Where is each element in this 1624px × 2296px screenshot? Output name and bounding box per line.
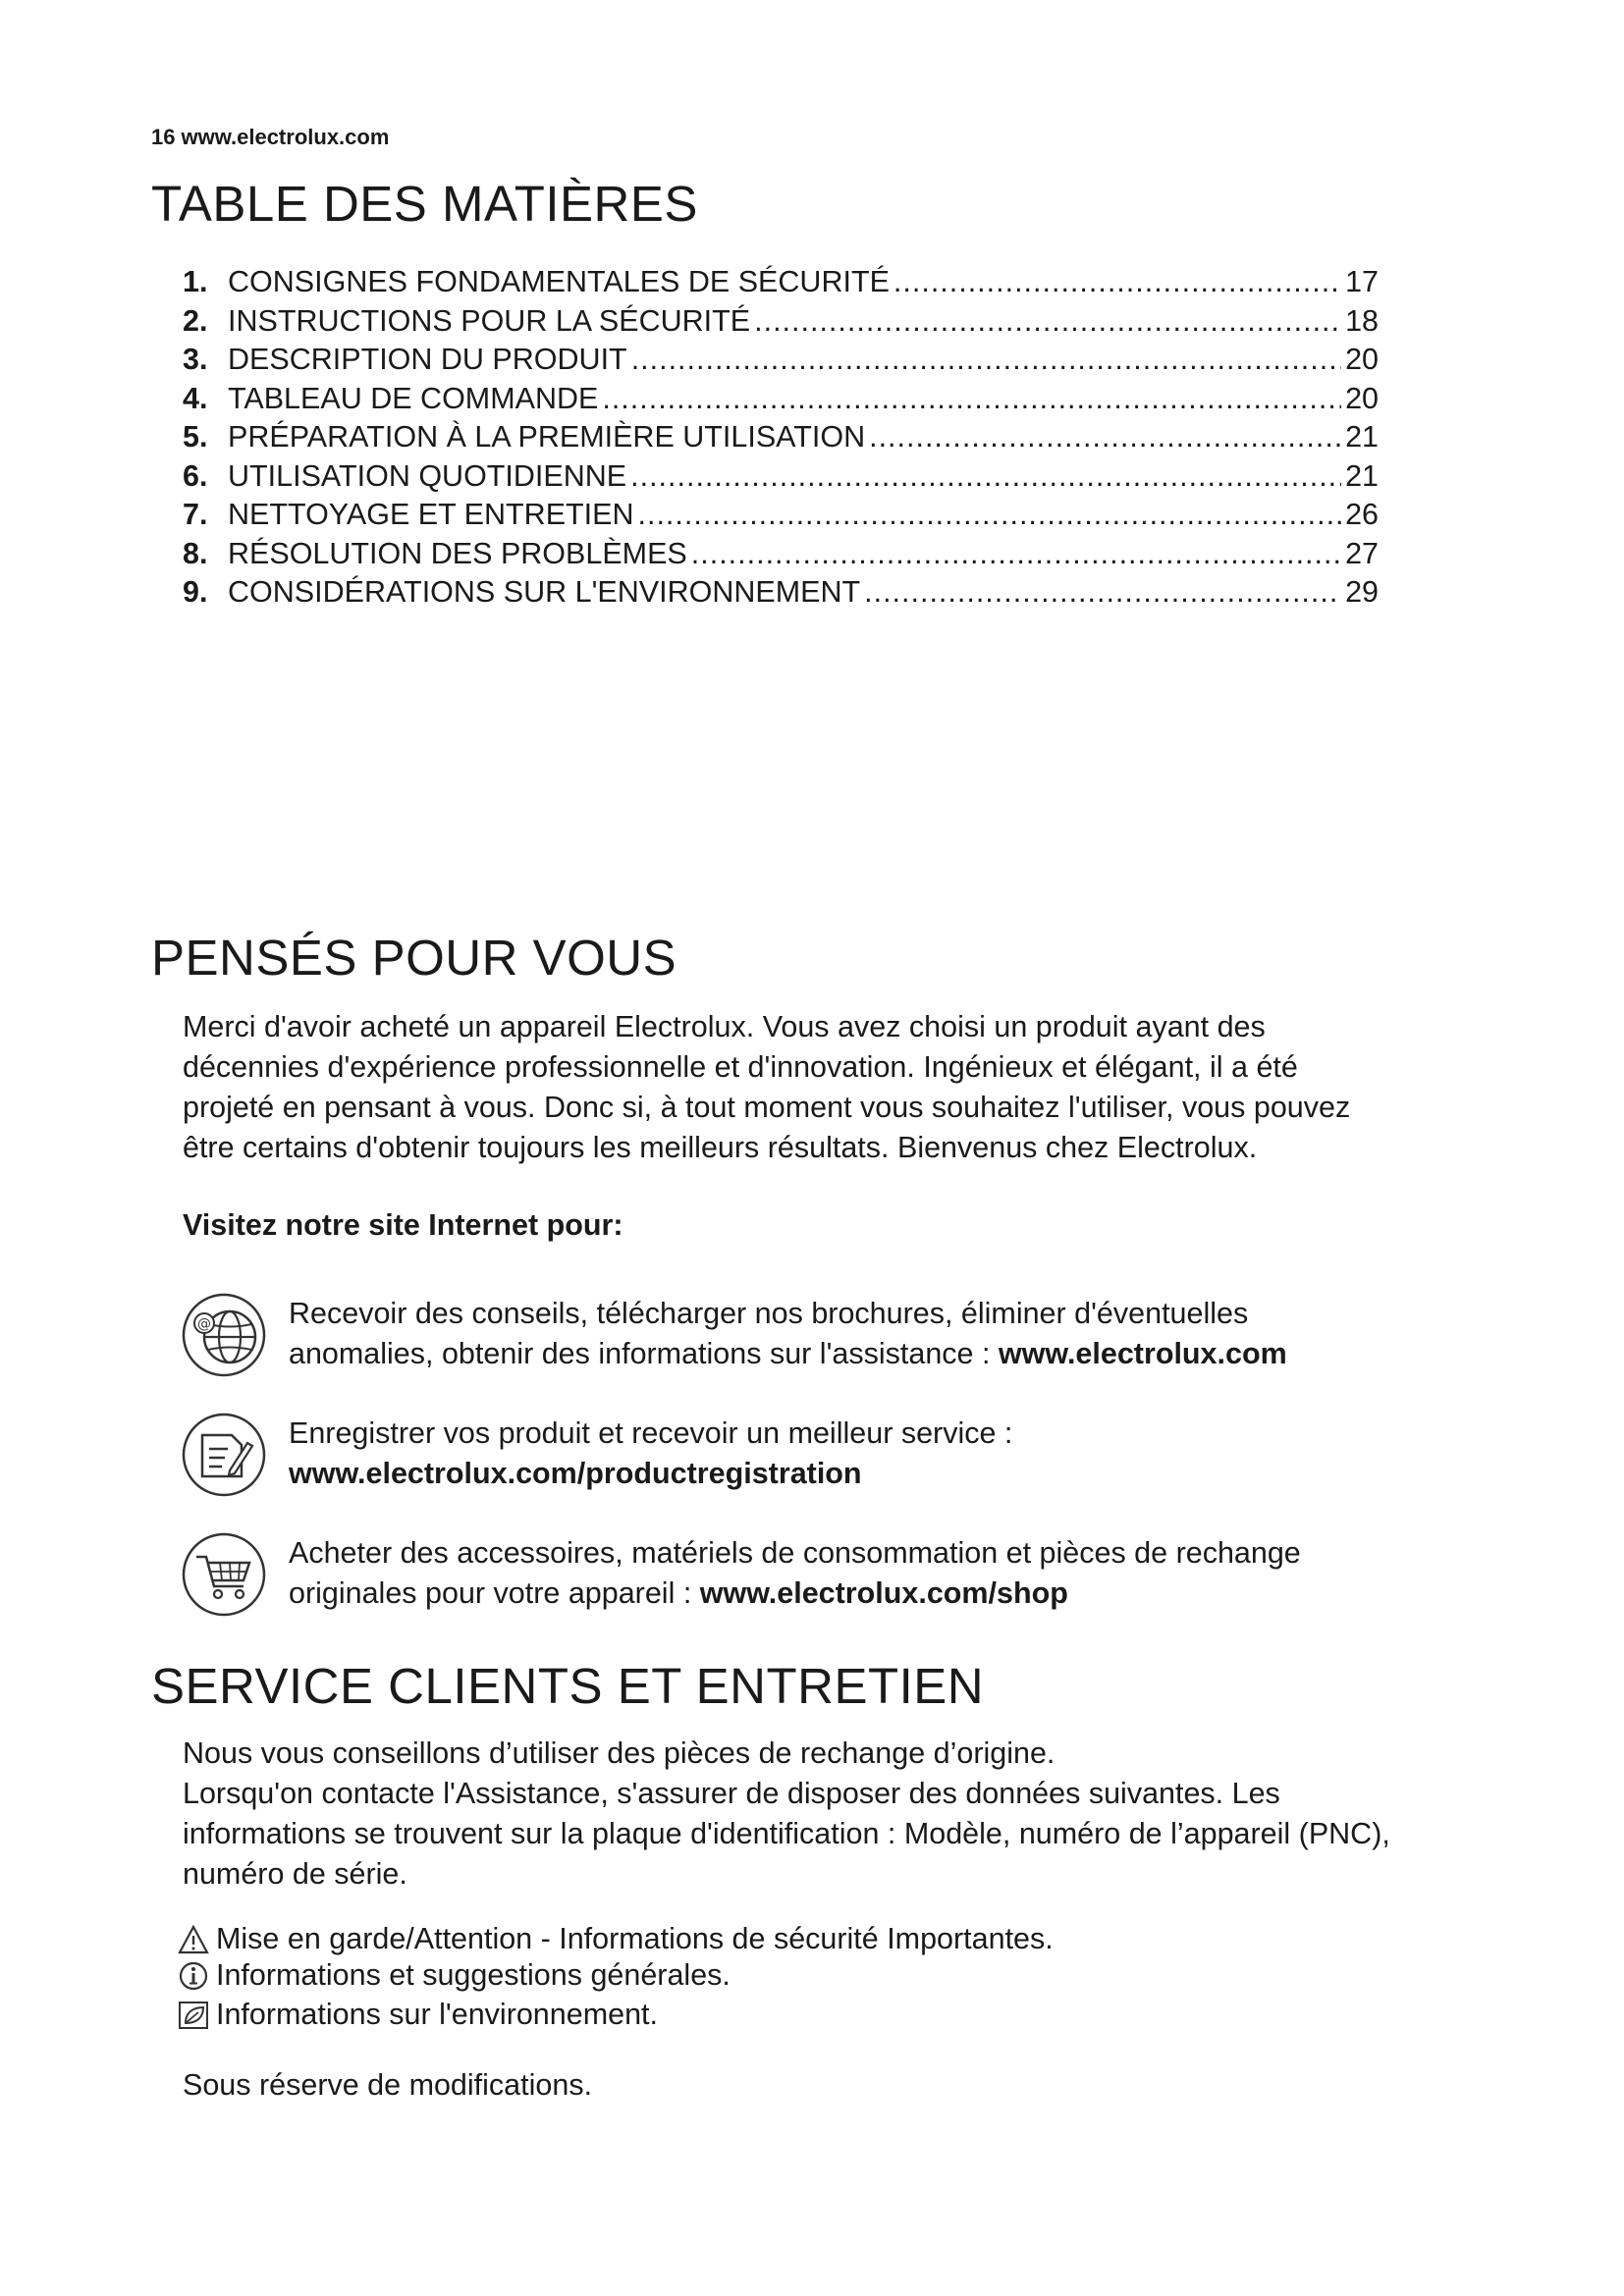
registration-link[interactable]: www.electrolux.com/productregistration [289,1457,862,1490]
toc-item[interactable]: 7. NETTOYAGE ET ENTRETIEN ..... 26 [183,498,1379,537]
support-link[interactable]: www.electrolux.com [998,1337,1287,1370]
toc-item[interactable]: 9. CONSIDÉRATIONS SUR L'ENVIRONNEMENT ..... 29 [183,575,1379,614]
shopping-cart-icon [181,1531,267,1618]
site-url[interactable]: www.electrolux.com [181,125,390,149]
toc-title: TABLE DES MATIÈRES [151,176,698,232]
toc-item[interactable]: 2. INSTRUCTIONS POUR LA SÉCURITÉ ..... 18 [183,304,1379,344]
service-paragraph: Nous vous conseillons d’utiliser des pièces de rechange d’origine. Lorsqu'on contacte l'Assistance, s'assurer de disposer des données suivantes. Les informations se trouvent sur la plaque d'identification : Modèle, numéro de l’appareil (PNC), numéro de série. [183,1736,1390,1891]
globe-icon [181,1292,267,1378]
toc-item[interactable]: 8. RÉSOLUTION DES PROBLÈMES ..... 27 [183,537,1379,576]
page-header [151,125,395,150]
footer-note: Sous réserve de modifications. [183,2068,593,2102]
symbol-environment: Informations sur l'environnement. [177,1998,658,2032]
service-title: SERVICE CLIENTS ET ENTRETIEN [151,1658,985,1714]
svg-text:@: @ [197,1316,211,1332]
intro-paragraph: Merci d'avoir acheté un appareil Electrolux. Vous avez choisi un produit ayant des décennies d'expérience professionnelle et d'innovation. Ingénieux et élégant, il a été projeté en pensant à vous. Donc si, à tout moment vous souhaitez l'utiliser, vous pouvez être certains d'obtenir toujours les meilleurs résultats. Bienvenus chez Electrolux. [183,1010,1351,1164]
toc-item[interactable]: 1. CONSIGNES FONDAMENTALES DE SÉCURITÉ ..... 17 [183,265,1379,304]
symbol-warning: Mise en garde/Attention - Informations de sécurité Importantes. [177,1922,1054,1956]
toc-item[interactable]: 3. DESCRIPTION DU PRODUIT ..... 20 [183,343,1379,382]
info-icon [177,1960,210,1992]
toc-item[interactable]: 4. TABLEAU DE COMMANDE ..... 20 [183,382,1379,421]
symbol-info: Informations et suggestions générales. [177,1958,731,1993]
warning-icon [177,1924,210,1955]
environment-icon [177,2000,210,2031]
shop-link[interactable]: www.electrolux.com/shop [699,1576,1068,1610]
registration-icon [181,1412,267,1498]
toc-item[interactable]: 6. UTILISATION QUOTIDIENNE ..... 21 [183,459,1379,499]
table-of-contents [183,265,1379,614]
page-number: 16 [151,125,176,149]
toc-item[interactable]: 5. PRÉPARATION À LA PREMIÈRE UTILISATION ..... 21 [183,420,1379,459]
thinking-title: PENSÉS POUR VOUS [151,930,677,986]
visit-heading: Visitez notre site Internet pour: [183,1208,623,1242]
